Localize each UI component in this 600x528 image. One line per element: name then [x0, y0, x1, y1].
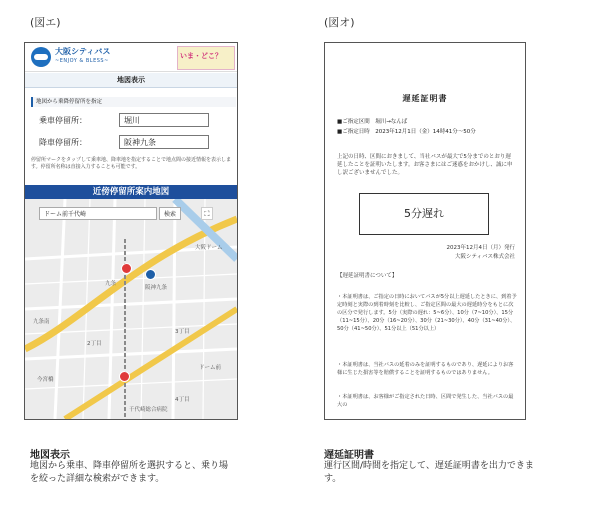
boarding-stop-label: 乗車停留所： [39, 116, 87, 125]
map-search-button[interactable]: 検索 [159, 207, 181, 220]
map-search-input[interactable]: ドーム前千代崎 [39, 207, 157, 220]
certificate-title: 遅延証明書 [402, 94, 448, 103]
map-roads [25, 199, 237, 419]
map-place-label: 今宮橋 [37, 377, 54, 383]
bus-logo-icon [31, 47, 51, 67]
alighting-stop-input[interactable]: 阪神九条 [119, 135, 209, 149]
caption-title-right: 遅延証明書 [324, 450, 374, 461]
map-place-label: 2丁目 [87, 341, 102, 347]
map-place-label: ドーム前 [199, 365, 222, 371]
about-paragraph: ・本証明書は、ご指定の日時においてバスが5分以上遅延したときに、到着予定時刻と実際の到着時刻を比較し、ご指定区間の最大の遅延時分をもとに次の区分で発行します。5分（実際の遅れ：5~6分）、10分（7~10分）、15分（11~15分）、20分（16~20分）、30分（21~30分）、40分（31~40分）、50分（41~50分）、51分以上（51分以上） [337, 294, 517, 332]
map-place-label: 千代崎総合病院 [129, 407, 168, 413]
about-heading: 【遅延証明書について】 [337, 273, 398, 279]
map-place-label: 九条南 [33, 319, 50, 325]
map-display-screenshot [24, 42, 238, 420]
map-place-label: 4丁目 [175, 397, 190, 403]
boarding-stop-input[interactable]: 堀川 [119, 113, 209, 127]
brand-name: 大阪シティバス [55, 47, 111, 56]
section-heading: 地図から乗降停留所を指定 [31, 97, 236, 107]
bus-stop-pin[interactable] [145, 269, 156, 280]
delay-amount: 5分遅れ [359, 193, 489, 235]
map-place-label: 3丁目 [175, 329, 190, 335]
caption-title-left: 地図表示 [30, 450, 70, 461]
alighting-stop-label: 降車停留所： [39, 138, 87, 147]
bus-stop-pin[interactable] [121, 263, 132, 274]
issuer-name: 大阪シティバス株式会社 [454, 254, 515, 260]
figure-label-e: (図エ) [30, 16, 61, 29]
expand-icon[interactable]: ⛶ [201, 207, 213, 220]
bus-stop-pin[interactable] [119, 371, 130, 382]
instruction-note: 停留所マークをタップして乗車地、降車地を指定することで地点間の接近情報を表示します。停留所名称は直接入力することも可能です。 [31, 157, 232, 170]
brand-header [25, 43, 237, 72]
promo-text: いま・どこ？ [180, 52, 222, 60]
about-paragraph: ・本証明書は、お客様がご指定された日時、区間で発生した、当社バスの最大の [337, 394, 514, 408]
page-title: 地図表示 [25, 73, 237, 88]
delay-certificate-screenshot [324, 42, 526, 420]
caption-text-right: 運行区間/時間を指定して、遅延証明書を出力できます。 [324, 461, 534, 484]
caption-text-left: 地図から乗車、降車停留所を選択すると、乗り場を絞った詳細な検索ができます。 [30, 461, 229, 484]
map-place-label: 阪神九条 [145, 285, 168, 291]
brand-tagline: ~ENJOY & BLESS~ [55, 58, 109, 64]
nearby-stops-banner: 近傍停留所案内地図 [25, 185, 237, 199]
promo-banner[interactable] [177, 46, 235, 70]
certificate-body: 上記の日時、区間におきまして、当社バスが最大で5分までのとおり遅延したことを証明いたします。お客さまにはご迷惑をおかけし、誠に申し訳ございませんでした。 [337, 154, 513, 176]
about-paragraph: ・本証明書は、当社バスの延着のみを証明するものであり、遅延によりお客様に生じた損害等を賠償することを証明するものではありません。 [337, 362, 514, 376]
map-place-label: 九条 [105, 281, 117, 287]
issue-date: 2023年12月4日（月）発行 [446, 245, 515, 251]
figure-label-o: (図オ) [324, 16, 355, 29]
date-line: ■ご指定日時 2023年12月1日（金）14時41分～50分 [337, 129, 476, 135]
map-place-label: 大阪ドーム [195, 245, 223, 251]
route-line: ■ご指定区間 堀川→なんば [337, 119, 408, 125]
map-view[interactable] [25, 199, 237, 419]
